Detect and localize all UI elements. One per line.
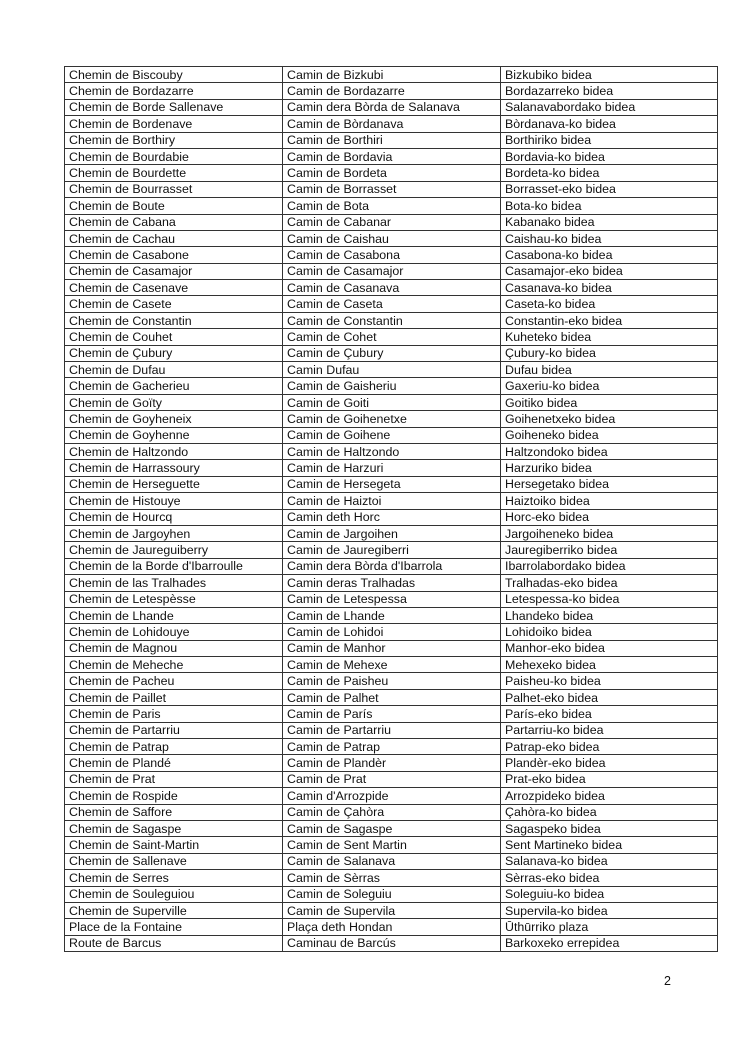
- french-name-cell: Chemin de las Tralhades: [65, 575, 283, 591]
- basque-name-cell: Lohidoiko bidea: [501, 624, 718, 640]
- table-row: [65, 788, 718, 804]
- gascon-name-cell: Camin de Casamajor: [283, 263, 501, 279]
- gascon-name-cell: Camin de Borrasset: [283, 181, 501, 197]
- french-name-cell: Chemin de Serres: [65, 870, 283, 886]
- gascon-name-cell: Camin de Casanava: [283, 280, 501, 296]
- french-name-cell: Chemin de Jargoyhen: [65, 525, 283, 541]
- french-name-cell: Chemin de Meheche: [65, 657, 283, 673]
- french-name-cell: Chemin de Hourcq: [65, 509, 283, 525]
- basque-name-cell: Çahòra-ko bidea: [501, 804, 718, 820]
- french-name-cell: Chemin de Souleguiou: [65, 886, 283, 902]
- french-name-cell: Chemin de Cachau: [65, 230, 283, 246]
- table-row: [65, 411, 718, 427]
- gascon-name-cell: Camin de Goihenetxe: [283, 411, 501, 427]
- french-name-cell: Chemin de Constantin: [65, 312, 283, 328]
- french-name-cell: Chemin de Sagaspe: [65, 820, 283, 836]
- basque-name-cell: Goitiko bidea: [501, 394, 718, 410]
- gascon-name-cell: Camin de Lohidoi: [283, 624, 501, 640]
- table-row: [65, 739, 718, 755]
- table-row: [65, 870, 718, 886]
- table-row: [65, 362, 718, 378]
- table-row: [65, 280, 718, 296]
- gascon-name-cell: Caminau de Barcús: [283, 935, 501, 951]
- gascon-name-cell: Camin de Sent Martin: [283, 837, 501, 853]
- table-row: [65, 345, 718, 361]
- french-name-cell: Chemin de Çubury: [65, 345, 283, 361]
- gascon-name-cell: Camin d'Arrozpide: [283, 788, 501, 804]
- table-row: [65, 722, 718, 738]
- table-row: [65, 329, 718, 345]
- basque-name-cell: Palhet-eko bidea: [501, 689, 718, 705]
- table-row: [65, 427, 718, 443]
- french-name-cell: Chemin de Sallenave: [65, 853, 283, 869]
- french-name-cell: Chemin de Boute: [65, 198, 283, 214]
- basque-name-cell: Sagaspeko bidea: [501, 820, 718, 836]
- gascon-name-cell: Camin de Prat: [283, 771, 501, 787]
- basque-name-cell: Jauregiberriko bidea: [501, 542, 718, 558]
- table-row: [65, 886, 718, 902]
- french-name-cell: Chemin de Histouye: [65, 493, 283, 509]
- french-name-cell: Chemin de Saffore: [65, 804, 283, 820]
- french-name-cell: Chemin de Goyheneix: [65, 411, 283, 427]
- basque-name-cell: Supervila-ko bidea: [501, 902, 718, 918]
- french-name-cell: Chemin de Bourdabie: [65, 148, 283, 164]
- gascon-name-cell: Camin de Bordavia: [283, 148, 501, 164]
- table-row: [65, 83, 718, 99]
- basque-name-cell: Partarriu-ko bidea: [501, 722, 718, 738]
- gascon-name-cell: Camin deras Tralhadas: [283, 575, 501, 591]
- gascon-name-cell: Camin de Hersegeta: [283, 476, 501, 492]
- table-row: [65, 443, 718, 459]
- basque-name-cell: Sent Martineko bidea: [501, 837, 718, 853]
- table-row: [65, 476, 718, 492]
- french-name-cell: Chemin de Goyhenne: [65, 427, 283, 443]
- basque-name-cell: Manhor-eko bidea: [501, 640, 718, 656]
- basque-name-cell: Haltzondoko bidea: [501, 443, 718, 459]
- french-name-cell: Chemin de Saint-Martin: [65, 837, 283, 853]
- gascon-name-cell: Camin de Cabanar: [283, 214, 501, 230]
- gascon-name-cell: Camin de Jargoihen: [283, 525, 501, 541]
- basque-name-cell: Goihenetxeko bidea: [501, 411, 718, 427]
- gascon-name-cell: Camin de Caseta: [283, 296, 501, 312]
- french-name-cell: Place de la Fontaine: [65, 919, 283, 935]
- gascon-name-cell: Camin de Bordazarre: [283, 83, 501, 99]
- table-row: [65, 230, 718, 246]
- table-row: [65, 525, 718, 541]
- table-row: [65, 706, 718, 722]
- table-row: [65, 198, 718, 214]
- gascon-name-cell: Camin de Sagaspe: [283, 820, 501, 836]
- french-name-cell: Chemin de Plandé: [65, 755, 283, 771]
- basque-name-cell: Casanava-ko bidea: [501, 280, 718, 296]
- table-row: [65, 755, 718, 771]
- gascon-name-cell: Camin de Cohet: [283, 329, 501, 345]
- french-name-cell: Chemin de Paris: [65, 706, 283, 722]
- french-name-cell: Chemin de Bourrasset: [65, 181, 283, 197]
- gascon-name-cell: Camin de Constantin: [283, 312, 501, 328]
- basque-name-cell: Goiheneko bidea: [501, 427, 718, 443]
- gascon-name-cell: Camin de Bòrdanava: [283, 116, 501, 132]
- basque-name-cell: Bordavia-ko bidea: [501, 148, 718, 164]
- basque-name-cell: Salanavabordako bidea: [501, 99, 718, 115]
- french-name-cell: Chemin de Biscouby: [65, 67, 283, 83]
- gascon-name-cell: Camin de Sèrras: [283, 870, 501, 886]
- gascon-name-cell: Camin de Mehexe: [283, 657, 501, 673]
- french-name-cell: Chemin de Cabana: [65, 214, 283, 230]
- french-name-cell: Chemin de Lhande: [65, 607, 283, 623]
- gascon-name-cell: Camin de Manhor: [283, 640, 501, 656]
- french-name-cell: Chemin de Borthiry: [65, 132, 283, 148]
- french-name-cell: Chemin de Dufau: [65, 362, 283, 378]
- gascon-name-cell: Camin de Goihene: [283, 427, 501, 443]
- table-row: [65, 247, 718, 263]
- basque-name-cell: Borthiriko bidea: [501, 132, 718, 148]
- basque-name-cell: París-eko bidea: [501, 706, 718, 722]
- basque-name-cell: Haiztoiko bidea: [501, 493, 718, 509]
- basque-name-cell: Letespessa-ko bidea: [501, 591, 718, 607]
- basque-name-cell: Horc-eko bidea: [501, 509, 718, 525]
- french-name-cell: Chemin de Gacherieu: [65, 378, 283, 394]
- gascon-name-cell: Camin de Palhet: [283, 689, 501, 705]
- table-row: [65, 935, 718, 951]
- basque-name-cell: Bordazarreko bidea: [501, 83, 718, 99]
- gascon-name-cell: Camin de Borthiri: [283, 132, 501, 148]
- table-body: [65, 67, 718, 952]
- gascon-name-cell: Camin de Bordeta: [283, 165, 501, 181]
- french-name-cell: Chemin de Partarriu: [65, 722, 283, 738]
- french-name-cell: Chemin de Rospide: [65, 788, 283, 804]
- page-number: 2: [664, 974, 671, 988]
- gascon-name-cell: Camin dera Bòrda de Salanava: [283, 99, 501, 115]
- table-row: [65, 312, 718, 328]
- gascon-name-cell: Camin de Bizkubi: [283, 67, 501, 83]
- french-name-cell: Chemin de Patrap: [65, 739, 283, 755]
- basque-name-cell: Çubury-ko bidea: [501, 345, 718, 361]
- basque-name-cell: Borrasset-eko bidea: [501, 181, 718, 197]
- gascon-name-cell: Camin de París: [283, 706, 501, 722]
- table-row: [65, 558, 718, 574]
- table-row: [65, 640, 718, 656]
- gascon-name-cell: Camin de Casabona: [283, 247, 501, 263]
- table-row: [65, 624, 718, 640]
- gascon-name-cell: Camin de Partarriu: [283, 722, 501, 738]
- french-name-cell: Chemin de Herseguette: [65, 476, 283, 492]
- table-row: [65, 263, 718, 279]
- table-row: [65, 689, 718, 705]
- table-row: [65, 394, 718, 410]
- basque-name-cell: Ūthūrriko plaza: [501, 919, 718, 935]
- basque-name-cell: Harzuriko bidea: [501, 460, 718, 476]
- french-name-cell: Chemin de Harrassoury: [65, 460, 283, 476]
- basque-name-cell: Jargoiheneko bidea: [501, 525, 718, 541]
- basque-name-cell: Tralhadas-eko bidea: [501, 575, 718, 591]
- basque-name-cell: Gaxeriu-ko bidea: [501, 378, 718, 394]
- basque-name-cell: Kuheteko bidea: [501, 329, 718, 345]
- french-name-cell: Chemin de Bourdette: [65, 165, 283, 181]
- basque-name-cell: Bordeta-ko bidea: [501, 165, 718, 181]
- basque-name-cell: Patrap-eko bidea: [501, 739, 718, 755]
- gascon-name-cell: Camin de Jauregiberri: [283, 542, 501, 558]
- french-name-cell: Chemin de Pacheu: [65, 673, 283, 689]
- gascon-name-cell: Camin de Salanava: [283, 853, 501, 869]
- gascon-name-cell: Camin deth Horc: [283, 509, 501, 525]
- french-name-cell: Chemin de Casenave: [65, 280, 283, 296]
- basque-name-cell: Dufau bidea: [501, 362, 718, 378]
- table-row: [65, 591, 718, 607]
- french-name-cell: Chemin de Goïty: [65, 394, 283, 410]
- basque-name-cell: Bizkubiko bidea: [501, 67, 718, 83]
- gascon-name-cell: Camin dera Bòrda d'Ibarrola: [283, 558, 501, 574]
- gascon-name-cell: Plaça deth Hondan: [283, 919, 501, 935]
- french-name-cell: Chemin de Bordenave: [65, 116, 283, 132]
- table-row: [65, 542, 718, 558]
- gascon-name-cell: Camin de Caishau: [283, 230, 501, 246]
- french-name-cell: Chemin de Casamajor: [65, 263, 283, 279]
- basque-name-cell: Casamajor-eko bidea: [501, 263, 718, 279]
- basque-name-cell: Arrozpideko bidea: [501, 788, 718, 804]
- french-name-cell: Chemin de Bordazarre: [65, 83, 283, 99]
- french-name-cell: Route de Barcus: [65, 935, 283, 951]
- table-row: [65, 509, 718, 525]
- gascon-name-cell: Camin de Harzuri: [283, 460, 501, 476]
- french-name-cell: Chemin de Casabone: [65, 247, 283, 263]
- table-row: [65, 99, 718, 115]
- table-row: [65, 181, 718, 197]
- gascon-name-cell: Camin de Bota: [283, 198, 501, 214]
- table-row: [65, 804, 718, 820]
- basque-name-cell: Constantin-eko bidea: [501, 312, 718, 328]
- gascon-name-cell: Camin de Gaisheriu: [283, 378, 501, 394]
- basque-name-cell: Prat-eko bidea: [501, 771, 718, 787]
- french-name-cell: Chemin de Jaureguiberry: [65, 542, 283, 558]
- french-name-cell: Chemin de Letespèsse: [65, 591, 283, 607]
- french-name-cell: Chemin de Borde Sallenave: [65, 99, 283, 115]
- basque-name-cell: Caishau-ko bidea: [501, 230, 718, 246]
- table-row: [65, 919, 718, 935]
- basque-name-cell: Caseta-ko bidea: [501, 296, 718, 312]
- french-name-cell: Chemin de Lohidouye: [65, 624, 283, 640]
- table-row: [65, 771, 718, 787]
- basque-name-cell: Kabanako bidea: [501, 214, 718, 230]
- gascon-name-cell: Camin de Paisheu: [283, 673, 501, 689]
- table-row: [65, 67, 718, 83]
- french-name-cell: Chemin de Superville: [65, 902, 283, 918]
- gascon-name-cell: Camin de Lhande: [283, 607, 501, 623]
- gascon-name-cell: Camin de Soleguiu: [283, 886, 501, 902]
- gascon-name-cell: Camin de Haltzondo: [283, 443, 501, 459]
- table-row: [65, 820, 718, 836]
- table-row: [65, 657, 718, 673]
- french-name-cell: Chemin de Paillet: [65, 689, 283, 705]
- table-row: [65, 116, 718, 132]
- french-name-cell: Chemin de Magnou: [65, 640, 283, 656]
- table-row: [65, 673, 718, 689]
- table-row: [65, 148, 718, 164]
- table-row: [65, 493, 718, 509]
- basque-name-cell: Paisheu-ko bidea: [501, 673, 718, 689]
- gascon-name-cell: Camin de Plandèr: [283, 755, 501, 771]
- table-row: [65, 607, 718, 623]
- basque-name-cell: Soleguiu-ko bidea: [501, 886, 718, 902]
- gascon-name-cell: Camin de Patrap: [283, 739, 501, 755]
- basque-name-cell: Ibarrolabordako bidea: [501, 558, 718, 574]
- basque-name-cell: Casabona-ko bidea: [501, 247, 718, 263]
- basque-name-cell: Bòrdanava-ko bidea: [501, 116, 718, 132]
- french-name-cell: Chemin de la Borde d'Ibarroulle: [65, 558, 283, 574]
- table-row: [65, 378, 718, 394]
- basque-name-cell: Mehexeko bidea: [501, 657, 718, 673]
- table-row: [65, 296, 718, 312]
- basque-name-cell: Plandèr-eko bidea: [501, 755, 718, 771]
- gascon-name-cell: Camin de Letespessa: [283, 591, 501, 607]
- gascon-name-cell: Camin Dufau: [283, 362, 501, 378]
- french-name-cell: Chemin de Casete: [65, 296, 283, 312]
- table-row: [65, 853, 718, 869]
- gascon-name-cell: Camin de Haiztoi: [283, 493, 501, 509]
- gascon-name-cell: Camin de Goiti: [283, 394, 501, 410]
- table-row: [65, 837, 718, 853]
- basque-name-cell: Lhandeko bidea: [501, 607, 718, 623]
- french-name-cell: Chemin de Prat: [65, 771, 283, 787]
- gascon-name-cell: Camin de Çahòra: [283, 804, 501, 820]
- table-row: [65, 460, 718, 476]
- gascon-name-cell: Camin de Supervila: [283, 902, 501, 918]
- table-row: [65, 165, 718, 181]
- table-row: [65, 575, 718, 591]
- table-row: [65, 902, 718, 918]
- gascon-name-cell: Camin de Çubury: [283, 345, 501, 361]
- basque-name-cell: Hersegetako bidea: [501, 476, 718, 492]
- street-names-table: [64, 66, 718, 952]
- basque-name-cell: Sèrras-eko bidea: [501, 870, 718, 886]
- basque-name-cell: Bota-ko bidea: [501, 198, 718, 214]
- french-name-cell: Chemin de Haltzondo: [65, 443, 283, 459]
- basque-name-cell: Salanava-ko bidea: [501, 853, 718, 869]
- table-row: [65, 132, 718, 148]
- table-row: [65, 214, 718, 230]
- basque-name-cell: Barkoxeko errepidea: [501, 935, 718, 951]
- french-name-cell: Chemin de Couhet: [65, 329, 283, 345]
